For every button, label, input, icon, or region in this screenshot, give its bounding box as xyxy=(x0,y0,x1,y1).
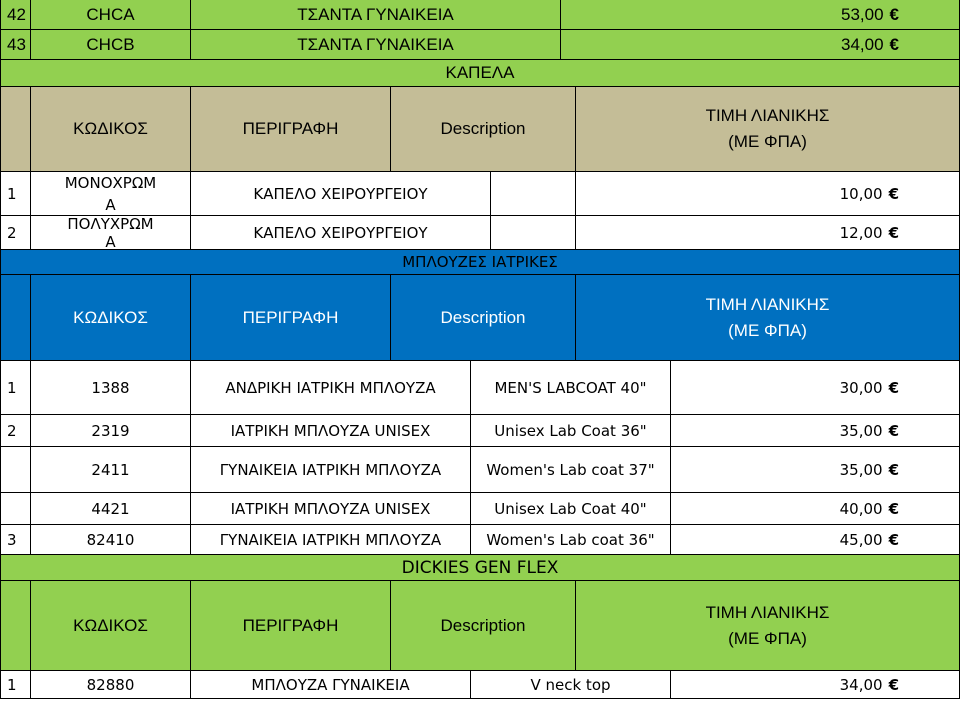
row-description: ΙΑΤΡΙΚΗ ΜΠΛΟΥΖΑ UNISEX xyxy=(190,493,470,524)
row-description: ΤΣΑΝΤΑ ΓΥΝΑΙΚΕΙΑ xyxy=(190,0,560,29)
row-description: ΜΠΛΟΥΖΑ ΓΥΝΑΙΚΕΙΑ xyxy=(190,671,470,698)
row-description-en: Unisex Lab Coat 36" xyxy=(470,415,670,446)
table-row xyxy=(0,30,960,60)
row-price: 10,00 € xyxy=(575,172,960,215)
row-price: 45,00 € xyxy=(670,525,960,554)
row-code: ΜΟΝΟΧΡΩΜ Α xyxy=(30,172,190,215)
header-price: ΤΙΜΗ ΛΙΑΝΙΚΗΣ (ΜΕ ΦΠΑ) xyxy=(575,87,960,171)
row-description: ΙΑΤΡΙΚΗ ΜΠΛΟΥΖΑ UNISEX xyxy=(190,415,470,446)
euro-icon: € xyxy=(888,378,899,397)
row-description-en xyxy=(490,172,575,215)
row-code: 2411 xyxy=(30,447,190,492)
row-index: 1 xyxy=(0,671,30,698)
row-code: 82880 xyxy=(30,671,190,698)
row-price: 35,00 € xyxy=(670,415,960,446)
header-price: ΤΙΜΗ ΛΙΑΝΙΚΗΣ (ΜΕ ΦΠΑ) xyxy=(575,581,960,670)
row-index: 1 xyxy=(0,172,30,215)
table-row xyxy=(0,0,960,30)
table-row xyxy=(0,361,960,415)
header-code: ΚΩΔΙΚΟΣ xyxy=(30,581,190,670)
section-title-row xyxy=(0,250,960,275)
row-price: 34,00 € xyxy=(560,30,960,59)
header-code: ΚΩΔΙΚΟΣ xyxy=(30,275,190,360)
euro-icon: € xyxy=(889,34,899,54)
header-index xyxy=(0,87,30,171)
row-index: 2 xyxy=(0,415,30,446)
row-description-en: MEN'S LABCOAT 40" xyxy=(470,361,670,414)
row-code: 1388 xyxy=(30,361,190,414)
row-price: 35,00 € xyxy=(670,447,960,492)
table-header-row xyxy=(0,87,960,172)
table-row xyxy=(0,493,960,525)
row-description: ΚΑΠΕΛΟ ΧΕΙΡΟΥΡΓΕΙΟΥ xyxy=(190,172,490,215)
row-code: CHCB xyxy=(30,30,190,59)
euro-icon: € xyxy=(888,223,899,242)
row-price: 53,00 € xyxy=(560,0,960,29)
header-description-gr: ΠΕΡΙΓΡΑΦΗ xyxy=(190,87,390,171)
table-header-row xyxy=(0,581,960,671)
header-index xyxy=(0,275,30,360)
euro-icon: € xyxy=(888,184,899,203)
table-row xyxy=(0,671,960,699)
table-header-row xyxy=(0,275,960,361)
row-description-en: Women's Lab coat 37" xyxy=(470,447,670,492)
section-title: DICKIES GEN FLEX xyxy=(401,557,559,578)
table-row xyxy=(0,172,960,216)
row-index: 43 xyxy=(0,30,30,59)
table-row xyxy=(0,447,960,493)
row-price: 12,00 € xyxy=(575,216,960,249)
row-description: ΤΣΑΝΤΑ ΓΥΝΑΙΚΕΙΑ xyxy=(190,30,560,59)
row-code: 2319 xyxy=(30,415,190,446)
header-price: ΤΙΜΗ ΛΙΑΝΙΚΗΣ (ΜΕ ΦΠΑ) xyxy=(575,275,960,360)
row-description: ΓΥΝΑΙΚΕΙΑ ΙΑΤΡΙΚΗ ΜΠΛΟΥΖΑ xyxy=(190,447,470,492)
row-code: ΠΟΛΥΧΡΩΜ Α xyxy=(30,216,190,249)
table-row xyxy=(0,415,960,447)
row-price: 34,00 € xyxy=(670,671,960,698)
row-description: ΓΥΝΑΙΚΕΙΑ ΙΑΤΡΙΚΗ ΜΠΛΟΥΖΑ xyxy=(190,525,470,554)
euro-icon: € xyxy=(889,4,899,24)
row-description-en xyxy=(490,216,575,249)
row-code: 4421 xyxy=(30,493,190,524)
row-price: 40,00 € xyxy=(670,493,960,524)
row-description-en: V neck top xyxy=(470,671,670,698)
row-index: 42 xyxy=(0,0,30,29)
row-price: 30,00 € xyxy=(670,361,960,414)
row-description-en: Unisex Lab Coat 40" xyxy=(470,493,670,524)
header-description-en: Description xyxy=(390,87,575,171)
header-description-gr: ΠΕΡΙΓΡΑΦΗ xyxy=(190,581,390,670)
euro-icon: € xyxy=(888,421,899,440)
euro-icon: € xyxy=(888,460,899,479)
row-description: ΚΑΠΕΛΟ ΧΕΙΡΟΥΡΓΕΙΟΥ xyxy=(190,216,490,249)
row-code: CHCA xyxy=(30,0,190,29)
section-title: ΚΑΠΕΛΑ xyxy=(445,63,515,82)
euro-icon: € xyxy=(888,675,899,694)
row-description: ΑΝΔΡΙΚΗ ΙΑΤΡΙΚΗ ΜΠΛΟΥΖΑ xyxy=(190,361,470,414)
header-code: ΚΩΔΙΚΟΣ xyxy=(30,87,190,171)
row-index xyxy=(0,447,30,492)
header-description-gr: ΠΕΡΙΓΡΑΦΗ xyxy=(190,275,390,360)
row-description-en: Women's Lab coat 36" xyxy=(470,525,670,554)
table-row xyxy=(0,525,960,555)
header-description-en: Description xyxy=(390,275,575,360)
row-index xyxy=(0,493,30,524)
header-description-en: Description xyxy=(390,581,575,670)
row-index: 1 xyxy=(0,361,30,414)
row-index: 3 xyxy=(0,525,30,554)
row-code: 82410 xyxy=(30,525,190,554)
table-row xyxy=(0,216,960,250)
section-title-row xyxy=(0,555,960,581)
section-title-row xyxy=(0,60,960,87)
section-title: ΜΠΛΟΥΖΕΣ ΙΑΤΡΙΚΕΣ xyxy=(402,253,558,271)
header-index xyxy=(0,581,30,670)
euro-icon: € xyxy=(888,499,899,518)
euro-icon: € xyxy=(888,530,899,549)
row-index: 2 xyxy=(0,216,30,249)
